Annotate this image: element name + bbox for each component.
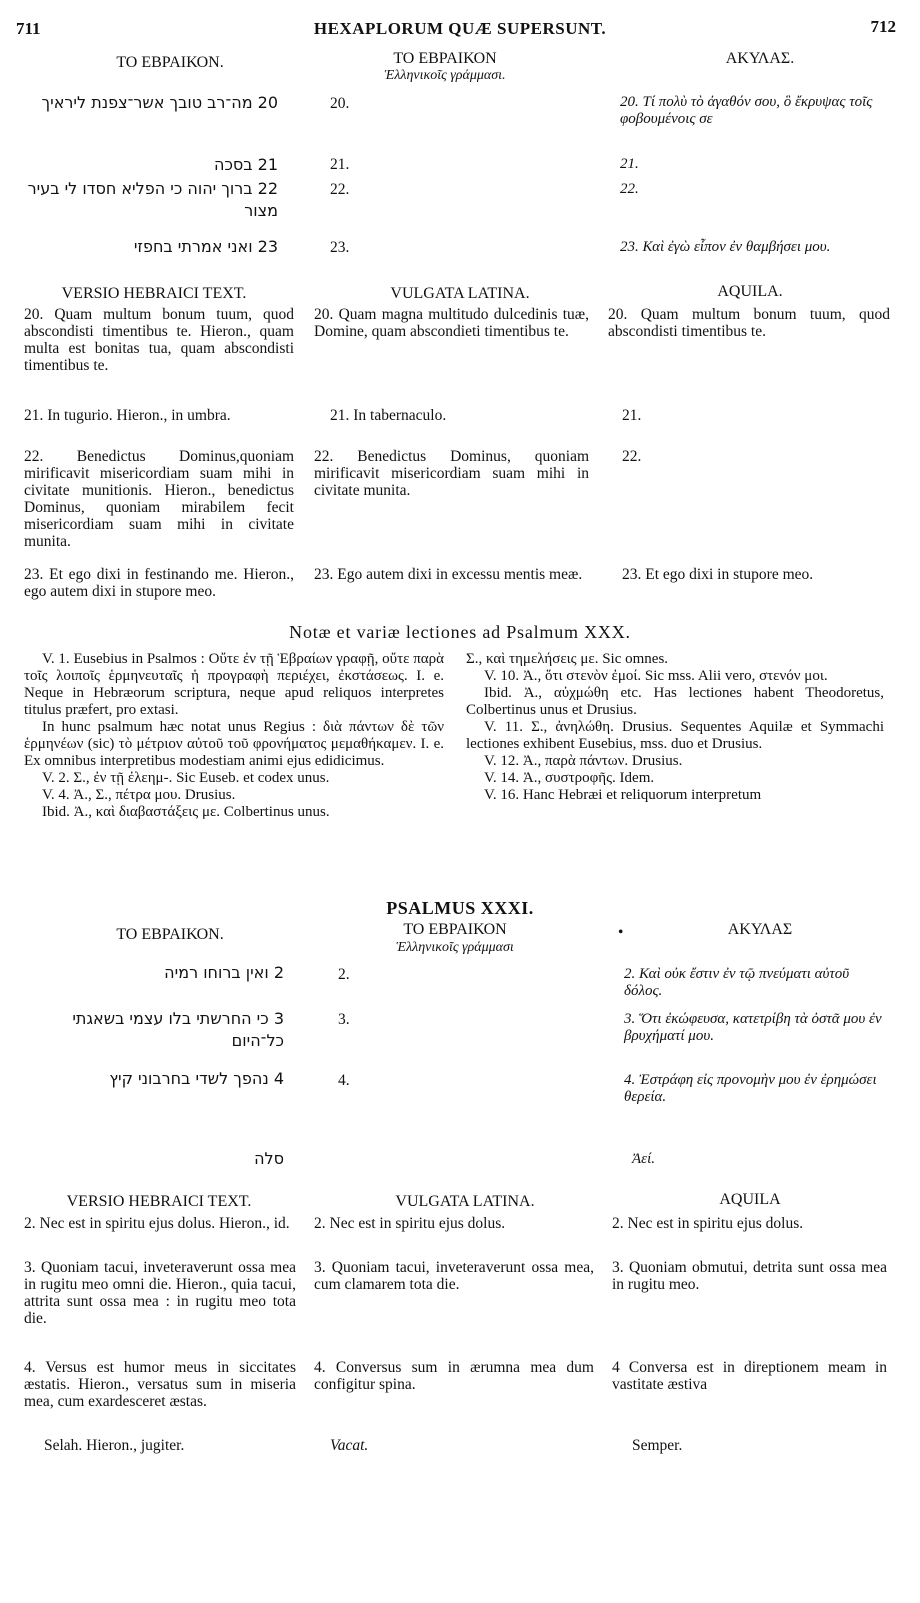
- versio-text: 22. Benedictus Dominus,quoniam mirificavit misericordiam suam mihi in civitate munitionis. Hieron., benedictus Dominus, quoniam mirabilem fecit misericordiam suam mihi in civitate munita.: [24, 448, 294, 550]
- col-head-vulgata: VULGATA LATINA.: [395, 1193, 535, 1210]
- verse-number: 20.: [330, 95, 350, 112]
- aquila-greek: 3. Ὅτι ἐκώφευσα, κατετρίβη τὰ ὀστᾶ μου ἐν βρυχήματί μου.: [624, 1011, 882, 1044]
- col-head-translit: ΤΟ ΕΒΡΑΙΚΟΝ: [393, 50, 497, 67]
- hebrew-verse: 4 נהפך לשדי בחרבוני קיץ: [109, 1069, 284, 1088]
- hebrew-verse: 21 בסכה: [214, 155, 278, 174]
- versio-text: 20. Quam multum bonum tuum, quod abscondisti timentibus te. Hieron., quam multa est bonitas tua, quam abscondisti timentibus te.: [24, 306, 294, 374]
- note-paragraph: V. 2. Σ., ἐν τῇ ἐλεημ-. Sic Euseb. et codex unus.: [42, 770, 330, 786]
- aquila-latin-text: 3. Quoniam obmutui, detrita sunt ossa mea in rugitu meo.: [612, 1259, 887, 1293]
- col-subhead-translit: Ἑλληνικοῖς γράμμασι.: [384, 68, 506, 83]
- note-paragraph: V. 10. Ἀ., ὅτι στενὸν ἐμοί. Sic mss. Alii vero, στενόν μοι.: [484, 668, 828, 684]
- col-head-aquila: ΑΚΥΛΑΣ.: [725, 50, 795, 67]
- vulgata-text: 3. Quoniam tacui, inveteraverunt ossa mea, cum clamarem tota die.: [314, 1259, 594, 1293]
- verse-number: 23.: [330, 239, 350, 256]
- note-paragraph: Ibid. Ἀ., αὐχμώθη etc. Has lectiones habent Theodoretus, Colbertinus unus et Drusius.: [466, 685, 884, 718]
- aquila-greek: 4. Ἐστράφη εἰς προνομὴν μου ἐν ἐρημώσει θερεία.: [624, 1072, 877, 1105]
- notes-title: Notæ et variæ lectiones ad Psalmum XXX.: [289, 622, 631, 642]
- col-head-aquila-latin: AQUILA.: [717, 283, 783, 300]
- versio-text: 21. In tugurio. Hieron., in umbra.: [24, 407, 231, 424]
- aquila-greek: 20. Τί πολὺ τὸ ἀγαθόν σου, ὃ ἔκρυψας τοῖς φοβουμένοις σε: [620, 94, 873, 127]
- note-paragraph: Σ., καὶ τημελήσεις με. Sic omnes.: [466, 651, 669, 667]
- col-head-hebrew: ΤΟ ΕΒΡΑΙΚΟΝ.: [116, 926, 224, 943]
- versio-text: 2. Nec est in spiritu ejus dolus. Hieron., id.: [24, 1215, 290, 1232]
- verse-number: 2.: [338, 966, 350, 983]
- verse-number: 4.: [338, 1072, 350, 1089]
- aquila-latin-text: 23. Et ego dixi in stupore meo.: [622, 566, 814, 583]
- col-head-versio: VERSIO HEBRAICI TEXT.: [66, 1193, 252, 1210]
- notes-right-column: [466, 651, 884, 804]
- hebrew-verse: 2 ואין ברוחו רמיה: [164, 963, 284, 982]
- aquila-latin-text: 21.: [622, 407, 642, 424]
- hebrew-verse: סלה: [254, 1149, 284, 1168]
- note-paragraph: V. 16. Hanc Hebræi et reliquorum interpretum: [484, 787, 762, 803]
- aquila-greek: 22.: [620, 181, 639, 197]
- note-paragraph: V. 1. Eusebius in Psalmos : Οὔτε ἐν τῇ Ἑβραίων γραφῇ, οὔτε παρὰ τοῖς λοιποῖς ἑρμηνευταῖς ἡ προγραφὴ περιέχει, ἐκστάσεως. I. e. Neque in Hebræorum scriptura, neque apud reliquos interpretes titulus præfert, pro extasi.: [24, 651, 444, 718]
- page-number-left: 711: [16, 19, 41, 38]
- note-paragraph: V. 4. Ἀ., Σ., πέτρα μου. Drusius.: [42, 787, 236, 803]
- note-paragraph: V. 14. Ἀ., συστροφῆς. Idem.: [484, 770, 655, 786]
- note-paragraph: In hunc psalmum hæc notat unus Regius : διὰ πάντων δὲ τῶν ἑρμηνέων (sic) τὸ μέτριον αὐτοῦ τοῦ φρονήματος μεμαθήκαμεν. I. e. Ex omnibus interpretibus modestiam animi ejus edidicimus.: [24, 719, 444, 769]
- aquila-greek: Ἀεί.: [632, 1151, 655, 1167]
- aquila-latin-text: 2. Nec est in spiritu ejus dolus.: [612, 1215, 804, 1232]
- hebrew-verse: 22 ברוך יהוה כי הפליא חסדו לי בעיר מצור: [27, 179, 278, 220]
- versio-text: Selah. Hieron., jugiter.: [44, 1437, 185, 1454]
- vulgata-text: 2. Nec est in spiritu ejus dolus.: [314, 1215, 506, 1232]
- aquila-latin-text: 20. Quam multum bonum tuum, quod abscondisti timentibus te.: [608, 306, 890, 340]
- vulgata-text: 22. Benedictus Dominus, quoniam mirificavit misericordiam suam mihi in civitate munita.: [314, 448, 589, 499]
- vulgata-text: 23. Ego autem dixi in excessu mentis meæ.: [314, 566, 583, 583]
- aquila-greek: 23. Καὶ ἐγὼ εἶπον ἐν θαμβήσει μου.: [620, 239, 831, 255]
- hebrew-verse: 23 ואני אמרתי בחפזי: [133, 237, 278, 256]
- verse-number: 3.: [338, 1011, 350, 1028]
- col-head-aquila: ΑΚΥΛΑΣ: [727, 921, 793, 938]
- running-title: HEXAPLORUM QUÆ SUPERSUNT.: [313, 19, 607, 38]
- versio-text: 23. Et ego dixi in festinando me. Hieron., ego autem dixi in stupore meo.: [24, 566, 294, 600]
- col-subhead-translit: Ἑλληνικοῖς γράμμασι: [396, 940, 514, 955]
- versio-text: 4. Versus est humor meus in siccitates æstatis. Hieron., versatus sum in miseria mea, cum exardesceret æstas.: [24, 1359, 296, 1410]
- vulgata-text: 20. Quam magna multitudo dulcedinis tuæ, Domine, quam abscondieti timentibus te.: [314, 306, 589, 340]
- hebrew-verse: 3 כי החרשתי בלו עצמי בשאגתי כל־היום: [72, 1009, 284, 1050]
- note-paragraph: Ibid. Ἀ., καὶ διαβαστάξεις με. Colbertinus unus.: [42, 804, 330, 820]
- aquila-latin-text: 22.: [622, 448, 642, 465]
- note-paragraph: V. 12. Ἀ., παρὰ πάντων. Drusius.: [484, 753, 683, 769]
- verse-number: 22.: [330, 181, 350, 198]
- vulgata-text: 4. Conversus sum in ærumna mea dum configitur spina.: [314, 1359, 594, 1393]
- bullet-mark: •: [618, 924, 624, 941]
- notes-left-column: [24, 651, 444, 821]
- page-number-right: 712: [870, 17, 896, 36]
- col-head-hebrew: ΤΟ ΕΒΡΑΙΚΟΝ.: [116, 54, 224, 71]
- col-head-versio: VERSIO HEBRAICI TEXT.: [61, 285, 247, 302]
- versio-text: 3. Quoniam tacui, inveteraverunt ossa mea in rugitu meo omni die. Hieron., quia tacui, attrita sunt ossa mea : in rugitu meo tota die.: [24, 1259, 296, 1327]
- vulgata-text: Vacat.: [330, 1437, 369, 1454]
- col-head-aquila-latin: AQUILA: [719, 1191, 781, 1208]
- col-head-translit: ΤΟ ΕΒΡΑΙΚΟΝ: [403, 921, 507, 938]
- verse-number: 21.: [330, 156, 350, 173]
- aquila-latin-text: Semper.: [632, 1437, 683, 1454]
- hebrew-verse: 20 מה־רב טובך אשר־צפנת ליראיך: [41, 93, 278, 112]
- aquila-greek: 21.: [620, 156, 639, 172]
- col-head-vulgata: VULGATA LATINA.: [390, 285, 530, 302]
- vulgata-text: 21. In tabernaculo.: [330, 407, 447, 424]
- aquila-greek: 2. Καὶ οὐκ ἔστιν ἐν τῷ πνεύματι αὐτοῦ δόλος.: [624, 966, 850, 999]
- aquila-latin-text: 4 Conversa est in direptionem meam in vastitate æstiva: [612, 1359, 887, 1393]
- note-paragraph: V. 11. Σ., ἀνηλώθη. Drusius. Sequentes Aquilæ et Symmachi lectiones exhibent Eusebius, mss. duo et Drusius.: [466, 719, 884, 752]
- psalm-title: PSALMUS XXXI.: [386, 898, 534, 918]
